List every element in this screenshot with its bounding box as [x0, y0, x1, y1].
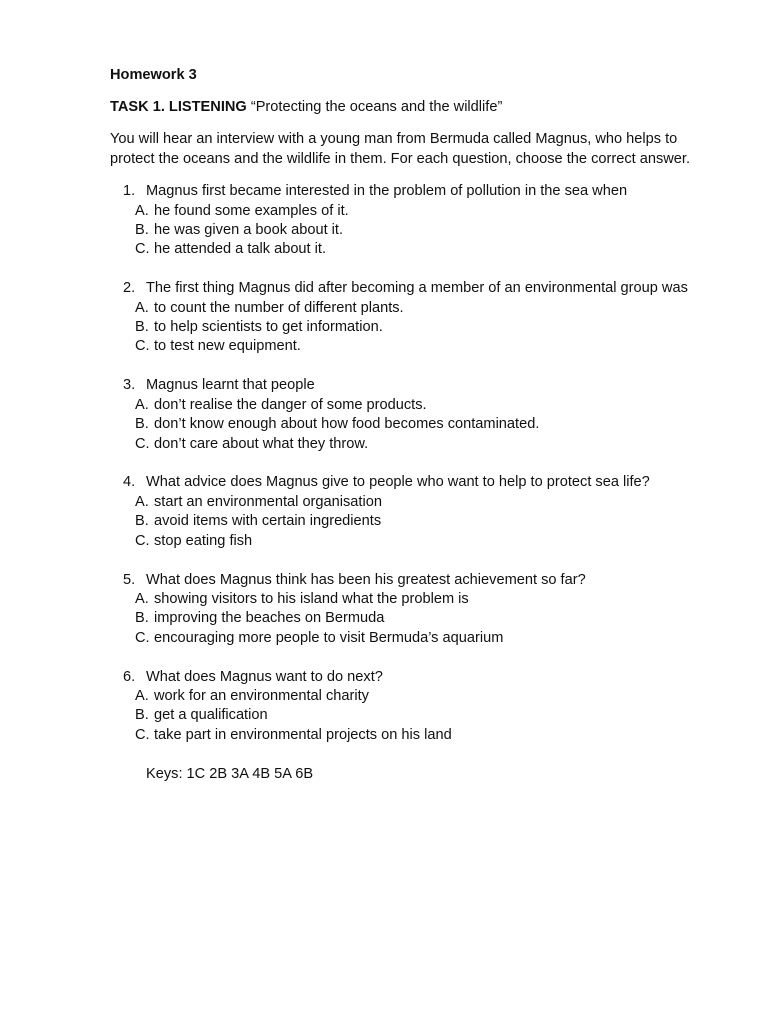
option-letter: B. [135, 222, 149, 239]
answer-option [135, 318, 720, 337]
question-line [110, 571, 720, 590]
question-text: Magnus learnt that people [146, 377, 315, 394]
question-text: Magnus first became interested in the problem of pollution in the sea when [146, 183, 628, 200]
answer-option [135, 202, 720, 221]
option-text: take part in environmental projects on his land [154, 726, 452, 743]
question-number: 2. [123, 280, 136, 297]
answer-keys: Keys: 1C 2B 3A 4B 5A 6B [146, 765, 314, 782]
question-line [110, 668, 720, 687]
question-number: 5. [123, 571, 136, 588]
answer-option [135, 609, 720, 628]
question-number: 6. [123, 668, 136, 685]
option-letter: C. [135, 241, 150, 258]
question-text: What does Magnus think has been his greatest achievement so far? [146, 571, 586, 588]
question-text: What does Magnus want to do next? [146, 668, 383, 685]
question-item [110, 571, 720, 649]
option-letter: B. [135, 610, 149, 627]
answer-option [135, 512, 720, 531]
option-letter: B. [135, 416, 149, 433]
option-text: to test new equipment. [154, 338, 301, 355]
option-list [110, 590, 720, 648]
answer-option [135, 435, 720, 454]
option-letter: B. [135, 707, 149, 724]
task-topic: “Protecting the oceans and the wildlife” [250, 99, 503, 115]
question-line [110, 473, 720, 492]
option-text: to count the number of different plants. [154, 299, 404, 316]
question-line [110, 279, 720, 298]
question-line [110, 182, 720, 201]
option-text: work for an environmental charity [154, 688, 369, 705]
option-text: get a qualification [154, 707, 268, 724]
answer-option [135, 221, 720, 240]
question-list [110, 182, 720, 745]
answer-option [135, 590, 720, 609]
question-text: What advice does Magnus give to people who want to help to protect sea life? [146, 474, 650, 491]
answer-option [135, 532, 720, 551]
answer-option [135, 629, 720, 648]
document-title: Homework 3 [110, 67, 197, 83]
option-list [110, 493, 720, 551]
answer-option [135, 396, 720, 415]
question-number: 1. [123, 183, 136, 200]
question-item [110, 182, 720, 260]
option-letter: A. [135, 493, 149, 510]
option-list [110, 202, 720, 260]
task-label: TASK 1. LISTENING [110, 99, 247, 115]
option-text: don’t know enough about how food becomes contaminated. [154, 416, 540, 433]
option-text: showing visitors to his island what the problem is [154, 590, 469, 607]
option-text: improving the beaches on Bermuda [154, 610, 385, 627]
answer-option [135, 240, 720, 259]
option-letter: C. [135, 435, 150, 452]
answer-option [135, 337, 720, 356]
option-letter: A. [135, 202, 149, 219]
answer-option [135, 299, 720, 318]
question-item [110, 376, 720, 454]
option-list [110, 299, 720, 357]
option-text: don’t realise the danger of some products. [154, 396, 427, 413]
option-text: avoid items with certain ingredients [154, 513, 382, 530]
option-text: he was given a book about it. [154, 222, 344, 239]
question-line [110, 376, 720, 395]
option-list [110, 687, 720, 745]
option-letter: B. [135, 319, 149, 336]
question-number: 4. [123, 474, 136, 491]
option-text: start an environmental organisation [154, 493, 382, 510]
option-text: stop eating fish [154, 532, 253, 549]
answer-option [135, 493, 720, 512]
option-text: he attended a talk about it. [154, 241, 327, 258]
answer-option [135, 726, 720, 745]
option-letter: A. [135, 688, 149, 705]
question-number: 3. [123, 377, 136, 394]
option-letter: B. [135, 513, 149, 530]
answer-option [135, 415, 720, 434]
option-text: encouraging more people to visit Bermuda’s aquarium [154, 629, 504, 646]
question-item [110, 279, 720, 357]
option-text: don’t care about what they throw. [154, 435, 369, 452]
option-text: to help scientists to get information. [154, 319, 383, 336]
question-item [110, 668, 720, 746]
option-list [110, 396, 720, 454]
option-letter: C. [135, 338, 150, 355]
option-text: he found some examples of it. [154, 202, 349, 219]
option-letter: C. [135, 629, 150, 646]
task-heading [110, 98, 720, 117]
question-item [110, 473, 720, 551]
option-letter: A. [135, 590, 149, 607]
answer-option [135, 706, 720, 725]
task-instructions: You will hear an interview with a young man from Bermuda called Magnus, who helps to protect the oceans and the wildlife in them. For each question, choose the correct answer. [110, 131, 691, 167]
answer-option [135, 687, 720, 706]
document-page [110, 66, 720, 784]
question-text: The first thing Magnus did after becoming a member of an environmental group was [146, 280, 688, 297]
option-letter: A. [135, 299, 149, 316]
option-letter: C. [135, 726, 150, 743]
option-letter: C. [135, 532, 150, 549]
option-letter: A. [135, 396, 149, 413]
